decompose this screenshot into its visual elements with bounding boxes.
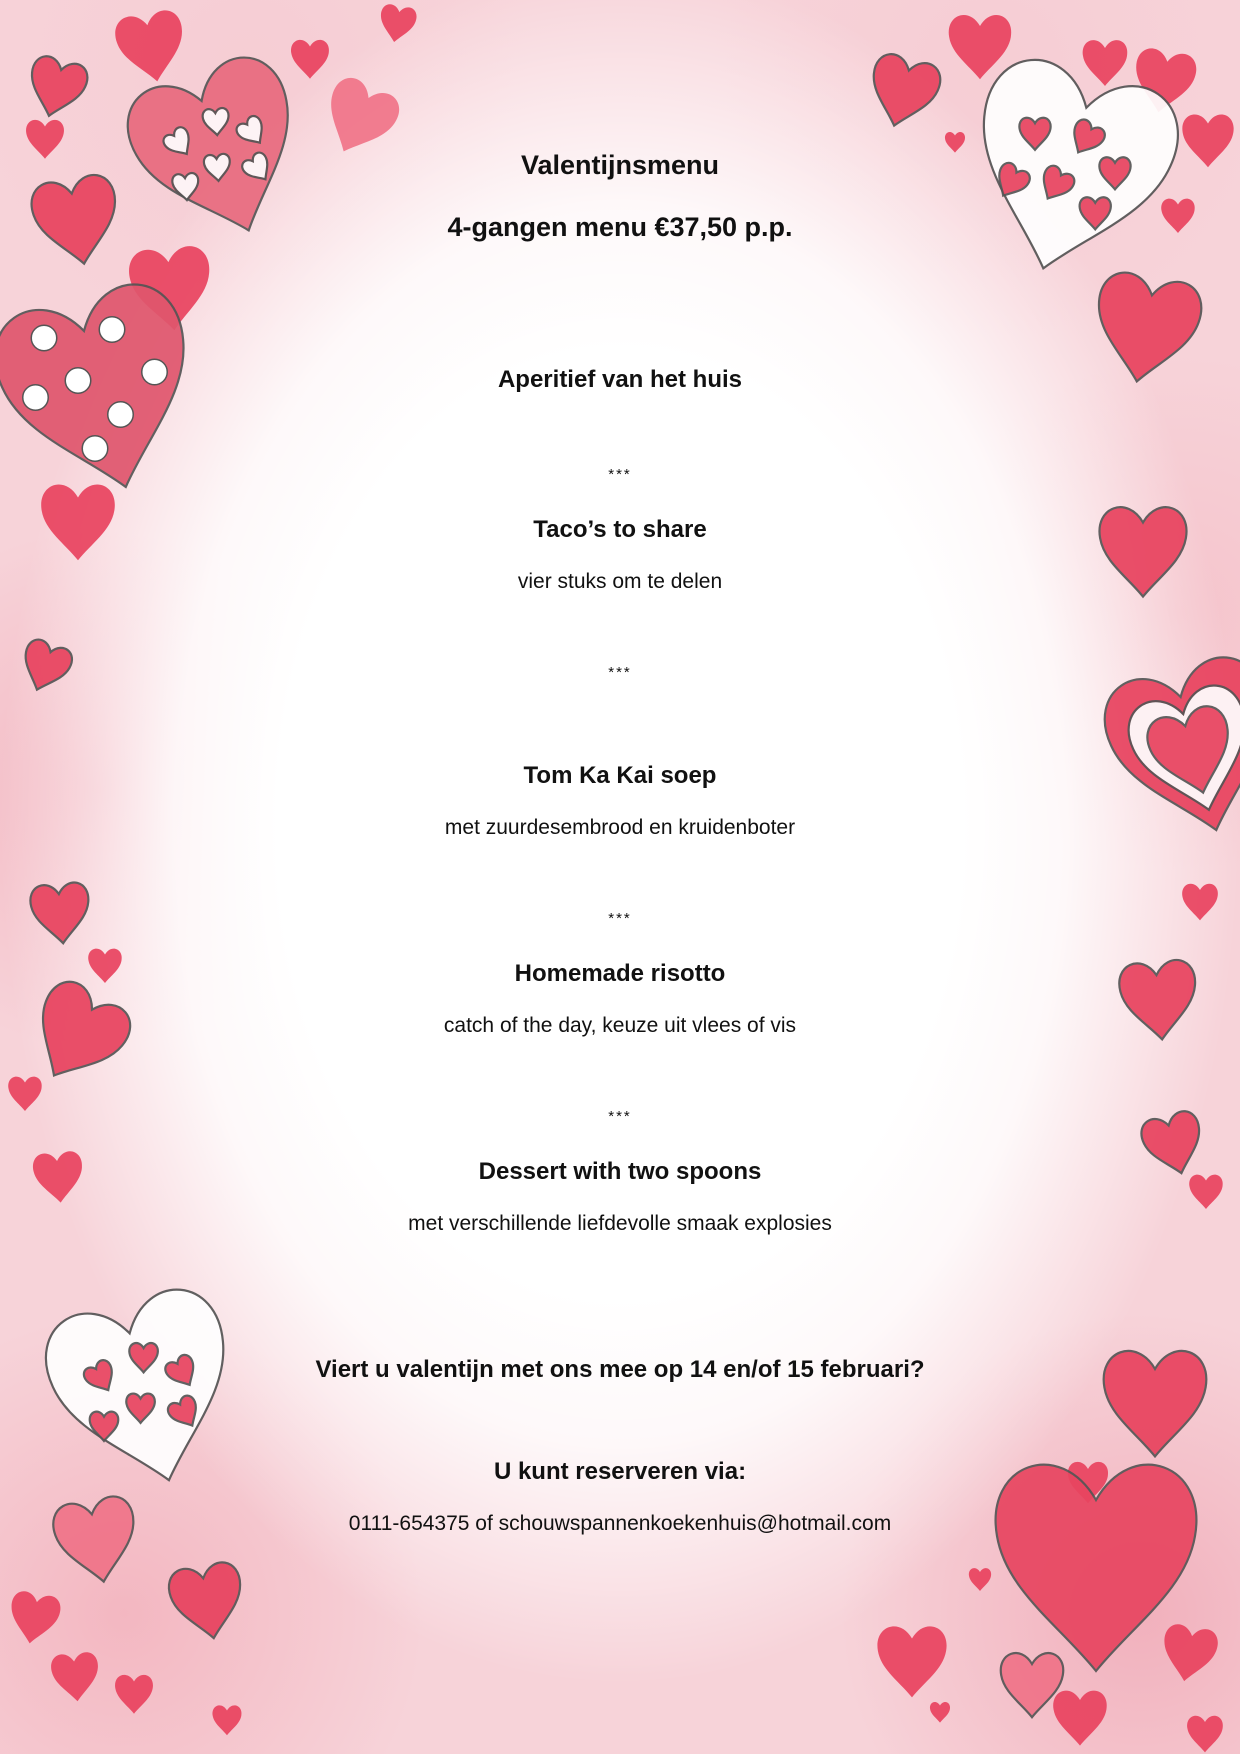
polka-dot	[99, 317, 125, 343]
heart-icon	[112, 8, 190, 87]
course-soup-title: Tom Ka Kai soep	[523, 762, 717, 789]
polka-dot	[82, 436, 108, 462]
heart-icon	[1182, 884, 1218, 921]
polka-dot	[142, 359, 168, 385]
heart-icon	[88, 949, 121, 983]
menu-title: Valentijnsmenu	[520, 150, 720, 180]
heart-icon	[1083, 40, 1128, 86]
heart-icon	[1182, 114, 1233, 167]
reservation-heading: U kunt reserveren via:	[493, 1458, 747, 1485]
course-separator: ***	[608, 1108, 632, 1125]
heart-icon	[1118, 958, 1200, 1042]
heart-icon	[5, 1589, 62, 1647]
heart-icon	[29, 881, 92, 945]
heart-icon	[1189, 1175, 1222, 1209]
heart-icon	[166, 1560, 249, 1645]
menu-card	[250, 0, 990, 1754]
heart-icon	[1104, 1351, 1207, 1456]
heart-icon	[1158, 1622, 1220, 1685]
heart-icon	[1053, 1691, 1107, 1746]
heart-icon	[32, 1150, 85, 1205]
heart-icon	[28, 172, 125, 271]
course-separator: ***	[608, 466, 632, 483]
polka-dot	[65, 368, 91, 394]
heart-icon	[41, 485, 115, 561]
reservation-contact: 0111-654375 of schouwspannenkoekenhuis@hotmail.com	[348, 1512, 892, 1535]
heart-icon	[1138, 1108, 1209, 1181]
polka-dot	[31, 325, 57, 351]
heart-icon	[8, 1077, 41, 1111]
course-risotto-title: Homemade risotto	[514, 960, 726, 987]
heart-icon	[1187, 1716, 1223, 1753]
course-tacos-title: Taco’s to share	[533, 516, 707, 543]
heart-icon	[212, 1705, 241, 1735]
menu-price: 4-gangen menu €37,50 p.p.	[447, 212, 793, 242]
valentine-question: Viert u valentijn met ons mee op 14 en/of 15 februari?	[315, 1356, 925, 1383]
heart-icon	[1099, 507, 1186, 596]
course-risotto-description: catch of the day, keuze uit vlees of vis	[443, 1014, 797, 1037]
polka-dot	[23, 385, 49, 411]
heart-icon	[15, 636, 75, 697]
course-separator: ***	[608, 664, 632, 681]
heart-icon	[26, 120, 64, 159]
course-dessert-description: met verschillende liefdevolle smaak explosies	[408, 1212, 832, 1235]
heart-icon	[1161, 199, 1194, 233]
heart-icon	[1086, 269, 1205, 391]
course-separator: ***	[608, 910, 632, 927]
polka-dot	[108, 402, 134, 428]
heart-icon	[35, 1280, 255, 1503]
heart-icon	[22, 53, 91, 123]
heart-icon	[50, 1651, 101, 1703]
heart-icon	[115, 1675, 153, 1714]
course-tacos-description: vier stuks om te delen	[517, 570, 723, 593]
course-dessert-title: Dessert with two spoons	[478, 1158, 762, 1185]
course-aperitif-title: Aperitief van het huis	[497, 366, 743, 393]
course-soup-description: met zuurdesembrood en kruidenboter	[444, 816, 796, 839]
heart-icon	[50, 1493, 143, 1588]
